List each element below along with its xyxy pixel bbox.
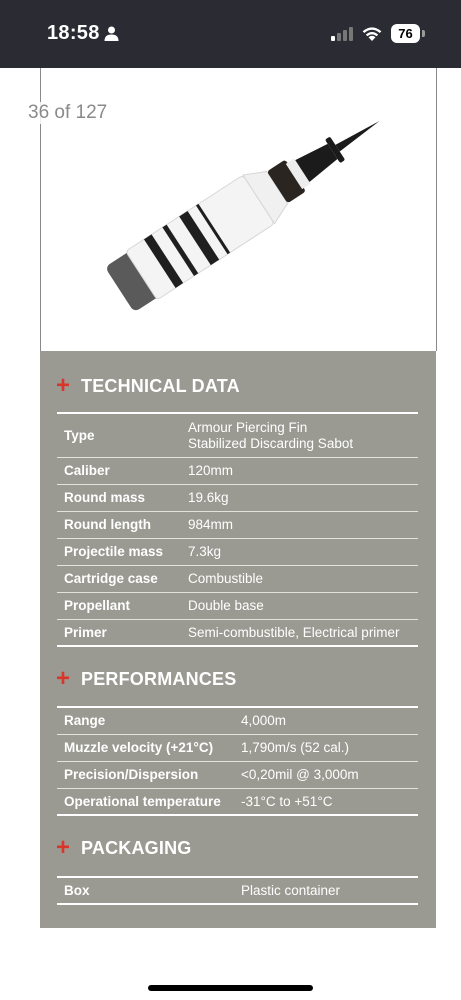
row-label: Round length: [57, 511, 181, 538]
battery-level: 76: [398, 26, 413, 41]
battery-icon: [391, 24, 420, 43]
row-value: [181, 413, 418, 457]
row-value: 1,790m/s (52 cal.): [234, 734, 418, 761]
spec-panel: [40, 351, 436, 928]
table-row: [57, 484, 418, 511]
table-row: [57, 592, 418, 619]
row-label: Caliber: [57, 457, 181, 484]
row-label: Cartridge case: [57, 565, 181, 592]
table-row: [57, 565, 418, 592]
plus-icon: +: [56, 834, 71, 861]
row-label: Round mass: [57, 484, 181, 511]
table-row: [57, 707, 418, 734]
table-row: [57, 877, 418, 904]
status-time: 18:58: [47, 22, 100, 44]
performances-header[interactable]: [56, 666, 236, 692]
image-counter: 36 of 127: [28, 102, 108, 123]
table-row: [57, 788, 418, 815]
row-label: Type: [57, 413, 181, 457]
table-row: [57, 761, 418, 788]
row-value: 984mm: [181, 511, 418, 538]
wifi-icon: [361, 25, 383, 42]
row-label: Primer: [64, 624, 107, 640]
row-label: Range: [57, 707, 234, 734]
cellular-signal-icon: [331, 27, 353, 41]
row-value: Semi-combustible, Electrical primer: [188, 624, 400, 640]
section-title: TECHNICAL DATA: [81, 375, 240, 396]
technical-data-table: [57, 412, 418, 647]
table-row: [57, 511, 418, 538]
packaging-header[interactable]: [56, 835, 191, 861]
table-row: [57, 734, 418, 761]
row-value: -31°C to +51°C: [241, 793, 333, 809]
projectile-image: [87, 102, 407, 312]
table-row: [57, 457, 418, 484]
performances-table: [57, 706, 418, 816]
row-label: Box: [64, 883, 90, 898]
person-icon: [104, 26, 119, 41]
row-value: Combustible: [181, 565, 418, 592]
battery-tip: [422, 30, 425, 37]
row-value-line: Armour Piercing Fin: [188, 419, 308, 435]
row-value: Double base: [181, 592, 418, 619]
technical-data-header[interactable]: [56, 373, 240, 399]
section-title: PERFORMANCES: [81, 668, 237, 689]
row-label: Operational temperature: [64, 793, 221, 809]
row-value: <0,20mil @ 3,000m: [234, 761, 418, 788]
row-label: Propellant: [57, 592, 181, 619]
row-label: Precision/Dispersion: [57, 761, 234, 788]
row-value: 120mm: [181, 457, 418, 484]
row-value: 7.3kg: [181, 538, 418, 565]
packaging-table: [57, 876, 418, 905]
row-value: Plastic container: [241, 883, 341, 898]
home-indicator[interactable]: [148, 985, 313, 991]
row-value: 19.6kg: [181, 484, 418, 511]
plus-icon: +: [56, 665, 71, 692]
table-row: [57, 619, 418, 646]
section-title: PACKAGING: [81, 837, 192, 858]
plus-icon: +: [56, 372, 71, 399]
row-value-line: Stabilized Discarding Sabot: [188, 435, 354, 451]
table-row: [57, 538, 418, 565]
status-bar: [0, 0, 461, 68]
table-row: [57, 413, 418, 457]
row-label: Projectile mass: [57, 538, 181, 565]
row-label: Muzzle velocity (+21°C): [57, 734, 234, 761]
row-value: 4,000m: [234, 707, 418, 734]
